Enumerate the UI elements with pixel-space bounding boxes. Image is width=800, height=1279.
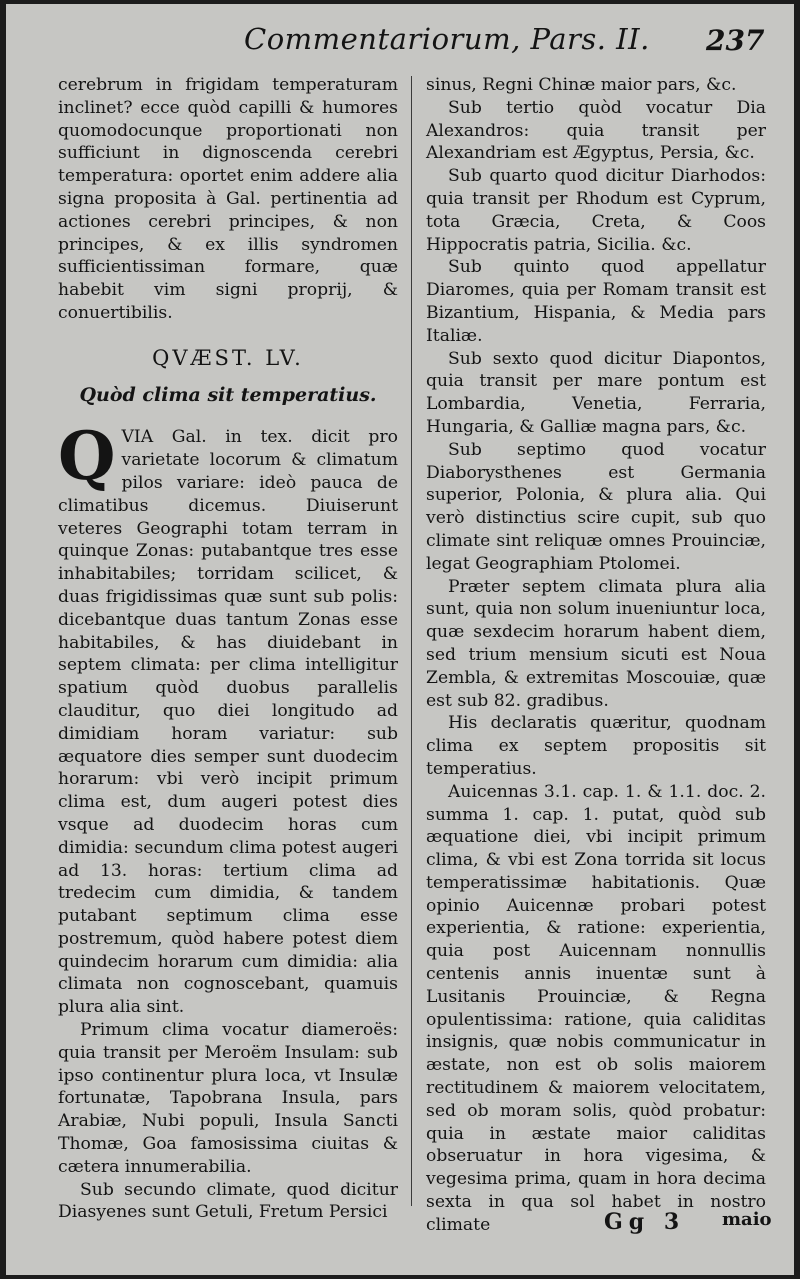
question-heading: QVÆST. LV.	[152, 345, 304, 370]
left-paragraph-2: Primum clima vocatur diameroës: quia transit per Meroëm Insulam: sub ipso continentur plura loca, vt Insulæ fortunatæ, Tapobrana Insula, pars Arabiæ, Nubi populi, Insula Sancti Thomæ, Goa famosissima ciuitas & cætera innumerabilia.	[58, 1020, 398, 1177]
column-divider	[411, 76, 412, 1206]
right-paragraph-8: His declaratis quæritur, quodnam clima ex septem propositis sit temperatius.	[426, 713, 766, 779]
right-paragraph-1: sinus, Regni Chinæ maior pars, &c.	[426, 75, 737, 95]
left-paragraph-1-text: VIA Gal. in tex. dicit pro varietate locorum & climatum pilos variare: ideò pauca de climatibus dicemus. Diuiserunt veteres Geographi totam terram in quinque Zonas: putabantque tres esse inhabitabiles; torridam scilicet, & duas frigidissimas quæ sunt sub polis: dicebantque duas tantum Zonas esse habitabiles, & has diuidebant in septem climata: per clima intelligitur spatium quòd duobus parallelis clauditur, quo diei longitudo ad dimidiam horam variatur: sub æquatore dies semper sunt duodecim horarum: vbi verò incipit primum clima est, dum augeri potest dies vsque ad duodecim horas cum dimidia: secundum clima potest augeri ad 13. horas: tertium clima ad tredecim cum dimidia, & tandem putabant septimum clima esse postremum, quòd habere potest diem quindecim horarum cum dimidia: alia climata non cognoscebant, quamuis plura alia sint.	[58, 427, 398, 1018]
page-header	[6, 22, 794, 72]
right-paragraph-6: Sub septimo quod vocatur Diaborysthenes est Germania superior, Polonia, & plura alia. Qui verò distinctius scire cupit, sub quo climate sint reliquæ omnes Prouinciæ, legat Geographiam Ptolomei.	[426, 439, 766, 574]
right-paragraph-2: Sub tertio quòd vocatur Dia Alexandros: quia transit per Alexandriam est Ægyptus, Persia, &c.	[426, 97, 766, 164]
left-text-top: cerebrum in frigidam temperaturam inclinet? ecce quòd capilli & humores quomodocunque proportionati non sufficiunt in dignoscenda cerebri temperatura: oportet enim addere alia signa proposita à Gal. pertinentia ad actiones cerebri principes, & non principes, & ex illis syndromen sufficientissiman formare, quæ habebit vim signi proprij, & conuertibilis.	[58, 75, 398, 323]
running-title: Commentariorum, Pars. II.	[244, 22, 650, 56]
page-footer	[6, 1209, 794, 1249]
catchword: maio	[722, 1209, 772, 1230]
right-paragraph-9: Auicennas 3.1. cap. 1. & 1.1. doc. 2. summa 1. cap. 1. putat, quòd sub æquatione diei, vbi incipit primum clima, & vbi est Zona torrida sit locus temperatissimæ habitationis. Quæ opinio Auicennæ probari potest experientia, & ratione: experientia, quia post Auicennam nonnullis centenis annis inuentæ sunt à Lusitanis Prouinciæ, & Regna opulentissima: ratione, quia caliditas insignis, quæ nobis communicatur in æstate, non est ob solis maiorem rectitudinem & maiorem velocitatem, sed ob moram solis, quòd probatur: quia in æstate maior caliditas obseruatur in hora vigesima, & vegesima prima, quam in hora decima sexta in qua sol habet in nostro climate	[426, 781, 766, 1235]
book-page	[6, 4, 794, 1275]
signature-mark: Gg 3	[604, 1209, 686, 1235]
question-title: Quòd clima sit temperatius.	[79, 383, 377, 406]
left-paragraph-1	[58, 417, 398, 1019]
left-column	[58, 74, 398, 1224]
left-paragraph-3: Sub secundo climate, quod dicitur Diasyenes sunt Getuli, Fretum Persici	[58, 1179, 398, 1223]
right-column	[426, 74, 766, 1237]
right-paragraph-3: Sub quarto quod dicitur Diarhodos: quia transit per Rhodum est Cyprum, tota Græcia, Creta, & Coos Hippocratis patria, Sicilia. &c.	[426, 166, 766, 255]
dropcap-letter: Q	[58, 417, 116, 496]
right-paragraph-7: Præter septem climata plura alia sunt, quia non solum inueniuntur loca, quæ sexdecim horarum habent diem, sed trium mensium sicuti est Noua Zembla, & extremitas Moscouiæ, quæ est sub 82. gradibus.	[426, 576, 766, 711]
page-number: 237	[706, 24, 765, 57]
right-paragraph-5: Sub sexto quod dicitur Diapontos, quia transit per mare pontum est Lombardia, Venetia, Ferraria, Hungaria, & Galliæ magna pars, &c.	[426, 348, 766, 437]
right-paragraph-4: Sub quinto quod appellatur Diaromes, quia per Romam transit est Bizantium, Hispania, & Media pars Italiæ.	[426, 257, 766, 346]
